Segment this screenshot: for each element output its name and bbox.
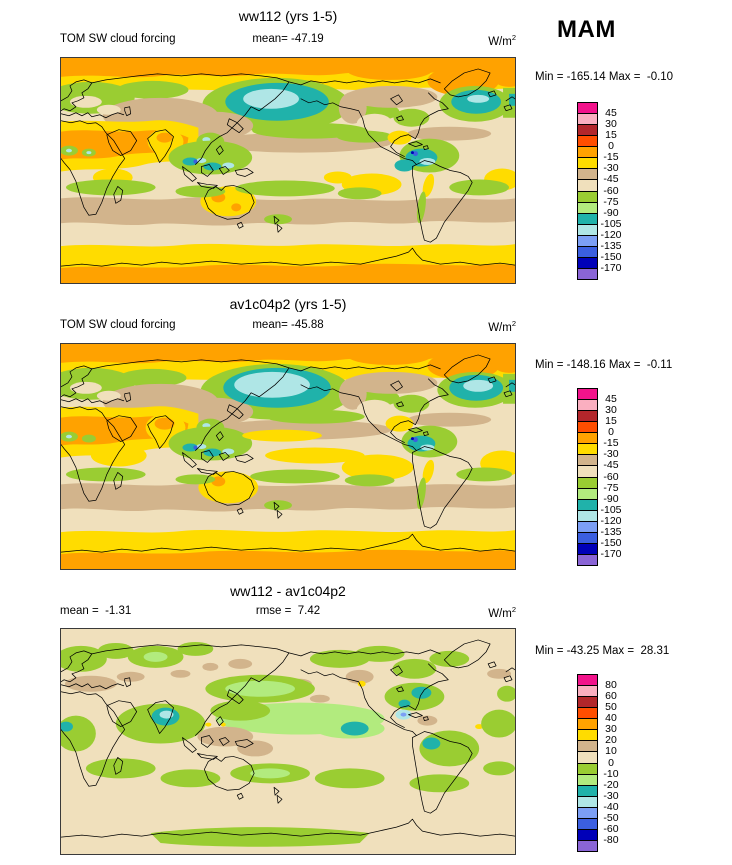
- panel2-title: av1c04p2 (yrs 1-5): [229, 296, 347, 312]
- panel1-variable-label: TOM SW cloud forcing: [60, 33, 176, 45]
- panel3-colorbar-labels: 80 60 50 40 30 20 10 0 -10 -20 -30 -40 -50 -60 -80: [603, 678, 619, 847]
- panel1-title: ww112 (yrs 1-5): [238, 8, 338, 24]
- panel1-mean-label: mean= -47.19: [252, 33, 324, 45]
- panel3-colorbar: [577, 674, 637, 852]
- panel1-units-label: $W/m^2$: [488, 33, 516, 48]
- panel2-units-label: $W/m^2$: [488, 319, 516, 334]
- panel2-colorbar-labels: 45 30 15 0 -15 -30 -45 -60 -75 -90 -105 -120 -135 -150 -170: [600, 392, 622, 561]
- season-label: MAM: [557, 16, 616, 43]
- panel2-colorbar: [577, 388, 637, 566]
- panel2-minmax: Min = -148.16 Max = -0.11: [535, 359, 673, 371]
- panel1-colorbar-labels: 45 30 15 0 -15 -30 -45 -60 -75 -90 -105 -120 -135 -150 -170: [600, 106, 622, 275]
- panel3-minmax: Min = -43.25 Max = 28.31: [535, 645, 670, 657]
- panel2-mean-label: mean= -45.88: [252, 319, 324, 331]
- map-av1c04p2: [60, 343, 516, 570]
- panel1-colorbar: [577, 102, 637, 280]
- map-difference: [60, 628, 516, 855]
- panel3-units-label: $W/m^2$: [488, 605, 516, 620]
- map-ww112: [60, 57, 516, 284]
- panel3-title: ww112 - av1c04p2: [230, 583, 346, 599]
- panel3-mean-label: mean = -1.31: [60, 605, 132, 617]
- panel1-minmax: Min = -165.14 Max = -0.10: [535, 71, 674, 83]
- panel2-variable-label: TOM SW cloud forcing: [60, 319, 176, 331]
- panel3-rmse-label: rmse = 7.42: [255, 605, 321, 617]
